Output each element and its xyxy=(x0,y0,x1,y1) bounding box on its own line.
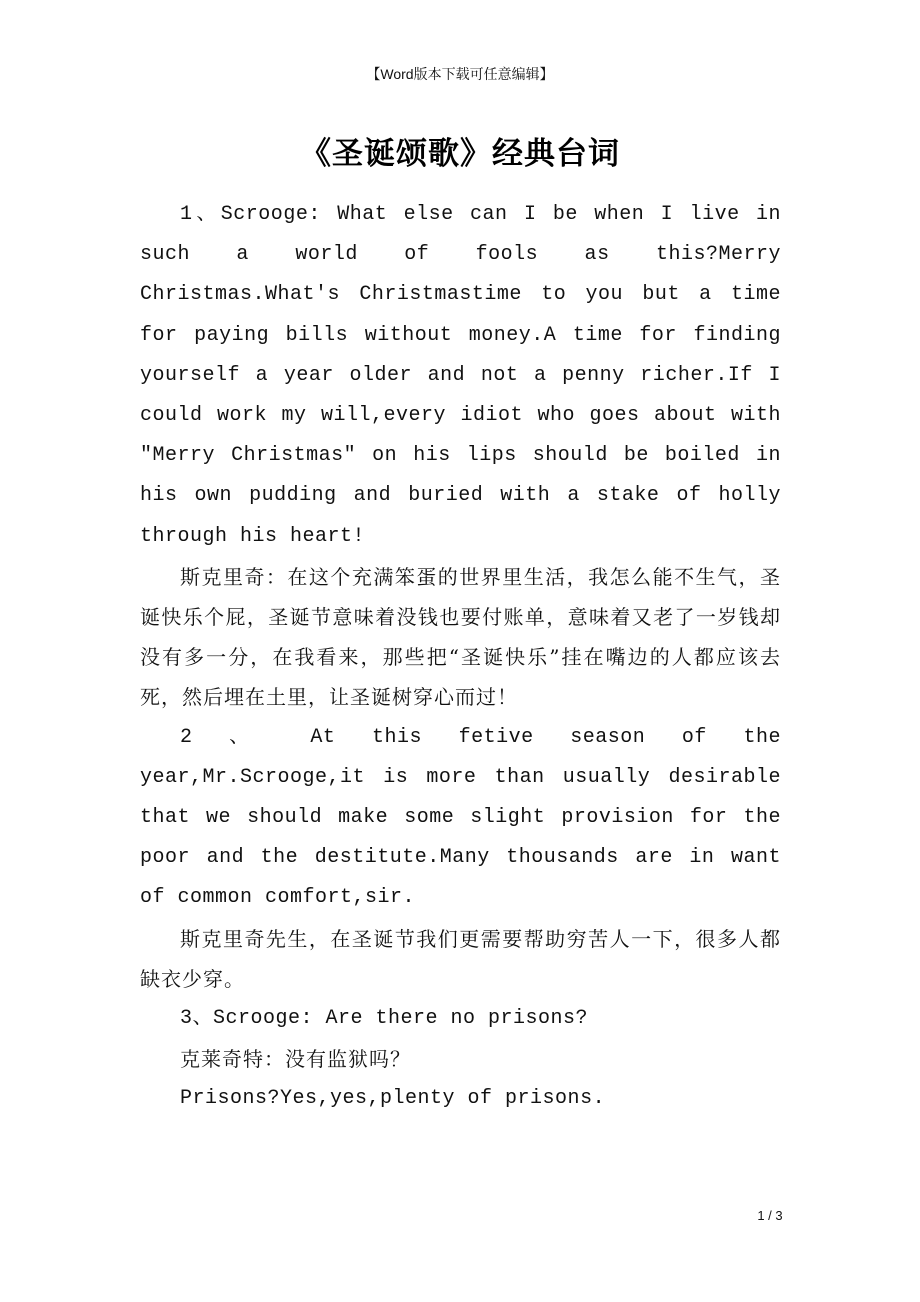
paragraph-quote-1-zh: 斯克里奇：在这个充满笨蛋的世界里生活，我怎么能不生气，圣诞快乐个屁，圣诞节意味着没钱也要付账单，意味着又老了一岁钱却没有多一分，在我看来，那些把“圣诞快乐”挂在嘴边的人都应该去死，然后埋在土里，让圣诞树穿心而过！ xyxy=(140,564,781,710)
paragraph-quote-3-reply: Prisons?Yes,yes,plenty of prisons. xyxy=(180,1087,606,1111)
page-number: 1 / 3 xyxy=(757,1208,783,1223)
paragraph-quote-3-en: 3、Scrooge: Are there no prisons? xyxy=(180,1007,589,1031)
paragraph-quote-1-en: 1、Scrooge: What else can I be when I live in such a world of fools as this?Merry Christmas.What's Christmastime to you but a time for paying bills without money.A time for finding yourself a year older and not a penny richer.If I could work my will,every idiot who goes about with "Merry Christmas" on his lips should be boiled in his own pudding and buried with a stake of holly through his heart! xyxy=(140,203,781,548)
paragraph-quote-2-zh: 斯克里奇先生，在圣诞节我们更需要帮助穷苦人一下，很多人都缺衣少穿。 xyxy=(140,926,781,991)
paragraph-quote-2-en: 2 、 At this fetive season of the year,Mr.Scrooge,it is more than usually desirable that we should make some slight provision for the poor and the destitute.Many thousands are in want of common comfort,sir. xyxy=(140,725,781,910)
download-note: 【Word版本下载可任意编辑】 xyxy=(366,66,554,82)
document-body xyxy=(140,195,781,1120)
document-title: 《圣诞颂歌》经典台词 xyxy=(300,136,620,172)
paragraph-quote-3-zh: 克莱奇特：没有监狱吗？ xyxy=(180,1047,411,1072)
